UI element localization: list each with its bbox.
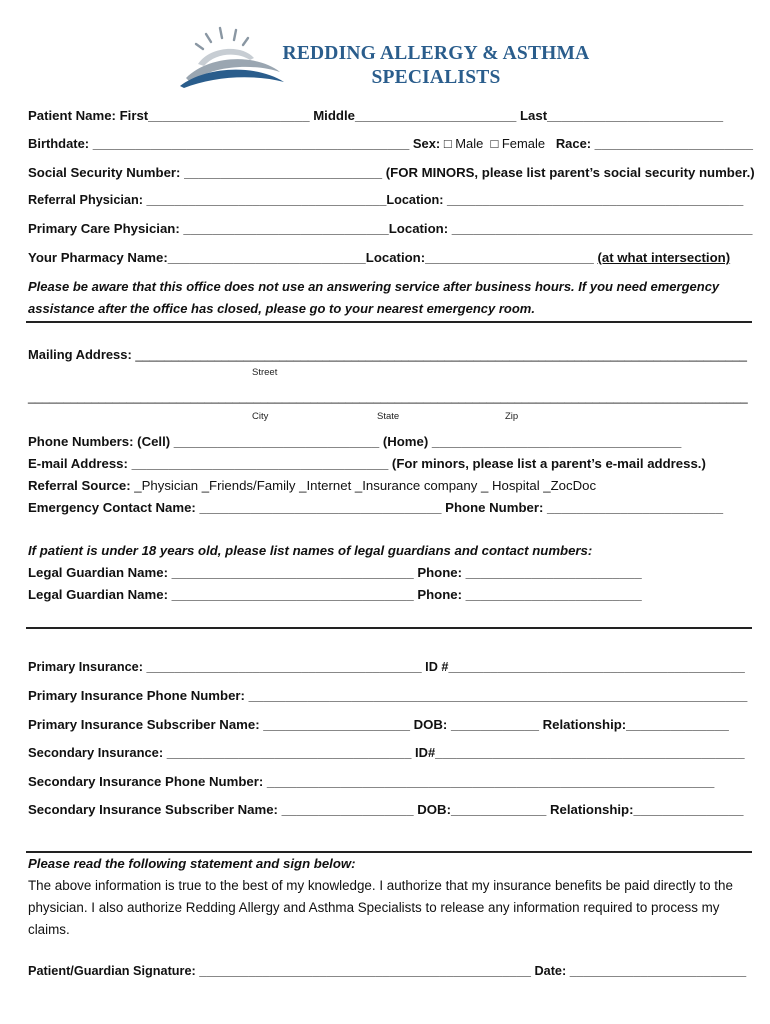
mailing-address-field[interactable]: _____________________________________________________________________________________: [135, 347, 747, 362]
pharmacy-row: [28, 250, 730, 265]
legal-guardian-field-1[interactable]: Legal Guardian Name: _________________________________ Phone: ________________________: [28, 565, 642, 580]
phone-numbers-field[interactable]: Phone Numbers: (Cell) ____________________________ (Home) __________________________________: [28, 434, 682, 449]
birthdate-sex-race-row: [28, 136, 753, 151]
primary-insurance-phone-field[interactable]: Primary Insurance Phone Number: ____________________________________________________________________: [28, 688, 748, 703]
org-name-line1: REDDING ALLERGY & ASTHMA: [282, 43, 590, 64]
email-field[interactable]: E-mail Address: ___________________________________ (For minors, please list a parent’s e-mail address.): [28, 456, 706, 471]
section-divider: [26, 627, 752, 629]
after-hours-notice: Please be aware that this office does not use an answering service after business hours. If you need emergency assistance after the office has closed, please go to your nearest emergency room.: [28, 279, 720, 316]
referral-physician-field[interactable]: Referral Physician: __________________________________Location: __________________________________________: [28, 193, 744, 207]
street-caption: Street: [252, 367, 278, 378]
referral-source-options[interactable]: _Physician _Friends/Family _Internet _Insurance company _ Hospital _ZocDoc: [134, 478, 597, 493]
pharmacy-intersection-note: (at what intersection): [597, 250, 731, 265]
referral-source-label: Referral Source:: [28, 478, 131, 493]
referral-source-row: [28, 478, 596, 493]
primary-insurance-field[interactable]: Primary Insurance: _______________________________________ ID #__________________________________________: [28, 660, 745, 674]
authorization-statement: The above information is true to the best of my knowledge. I authorize that my insurance benefits be paid directly to the physician. I also authorize Redding Allergy and Asthma Specialists to release any information required to process my claims.: [28, 878, 733, 937]
signature-date-field[interactable]: Patient/Guardian Signature: _______________________________________________ Date: _________________________: [28, 964, 747, 978]
emergency-contact-field[interactable]: Emergency Contact Name: _________________________________ Phone Number: ________________________: [28, 500, 724, 515]
primary-care-physician-field[interactable]: Primary Care Physician: ____________________________Location: _________________________________________: [28, 221, 753, 236]
birthdate-field[interactable]: Birthdate: ____________________________________________: [28, 136, 410, 151]
section-divider: [26, 851, 752, 853]
org-name: [256, 42, 616, 90]
patient-name-field[interactable]: Patient Name: First______________________ Middle______________________ Last________________________: [28, 108, 724, 123]
secondary-insurance-field[interactable]: Secondary Insurance: __________________________________ ID#___________________________________________: [28, 745, 745, 760]
primary-subscriber-field[interactable]: Primary Insurance Subscriber Name: ____________________ DOB: ____________ Relationship:______________: [28, 717, 729, 732]
org-name-line2: SPECIALISTS: [371, 67, 501, 88]
city-state-zip-field[interactable]: ______________________________________________________________________________________________________: [28, 390, 748, 404]
guardian-heading: If patient is under 18 years old, please list names of legal guardians and contact numbers:: [28, 543, 593, 558]
state-caption: State: [377, 411, 400, 422]
legal-guardian-field-2[interactable]: Legal Guardian Name: _________________________________ Phone: ________________________: [28, 587, 642, 602]
city-caption: City: [252, 411, 269, 422]
race-field[interactable]: Race: ______________________: [555, 136, 753, 151]
sex-label: Sex:: [412, 136, 441, 151]
pharmacy-field[interactable]: Your Pharmacy Name:___________________________Location:_______________________: [28, 250, 594, 265]
mailing-address-label: Mailing Address:: [28, 347, 132, 362]
secondary-subscriber-field[interactable]: Secondary Insurance Subscriber Name: __________________ DOB:_____________ Relationship:_______________: [28, 802, 744, 817]
zip-caption: Zip: [505, 411, 519, 422]
mailing-address-row: [28, 347, 747, 362]
section-divider: [26, 321, 752, 323]
sex-male-checkbox[interactable]: □ Male: [443, 136, 484, 151]
secondary-insurance-phone-field[interactable]: Secondary Insurance Phone Number: _____________________________________________________________: [28, 774, 715, 789]
sex-female-checkbox[interactable]: □ Female: [490, 136, 546, 151]
statement-heading: Please read the following statement and sign below:: [28, 856, 356, 871]
ssn-field[interactable]: Social Security Number: ___________________________ (FOR MINORS, please list parent’s social security number.): [28, 165, 755, 180]
